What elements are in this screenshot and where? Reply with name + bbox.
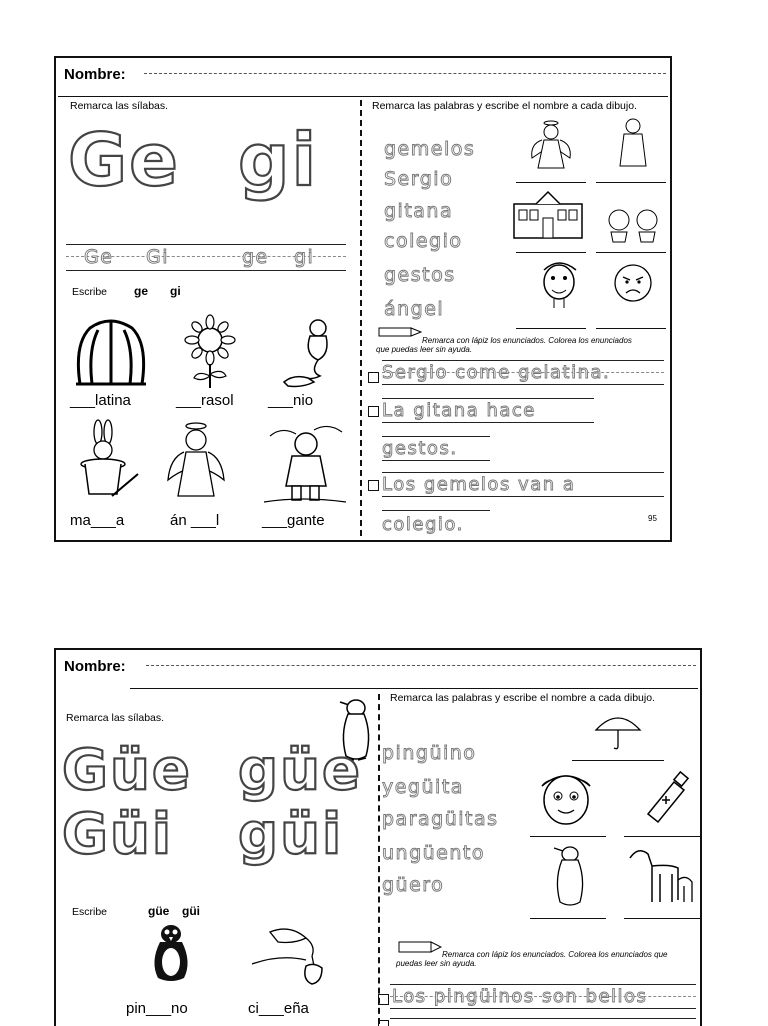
sentence-guide-top-1 — [390, 984, 696, 985]
answer-line-2[interactable] — [530, 836, 606, 837]
big-letters-gui[interactable]: güi — [238, 802, 344, 867]
trace-word-gestos[interactable]: gestos — [384, 264, 456, 286]
big-letters-Gui[interactable]: Güi — [62, 802, 174, 867]
answer-line-1[interactable] — [572, 760, 664, 761]
answer-line-6[interactable] — [596, 328, 666, 329]
answer-line-1[interactable] — [516, 182, 586, 183]
right-instruction: Remarca las palabras y escribe el nombre a cada dibujo. — [390, 692, 655, 704]
escribe-syllable-gui: güi — [182, 904, 200, 918]
worksheet-ge-gi — [54, 56, 672, 542]
sentence-checkbox-2[interactable] — [368, 406, 379, 417]
boy-face-icon — [536, 766, 596, 832]
escribe-syllable-ge: ge — [134, 284, 149, 298]
trace-word-unguento[interactable]: ungüento — [382, 842, 485, 864]
trace-sentence-2a[interactable]: La gitana hace — [382, 400, 536, 421]
magician-hat-icon — [72, 416, 142, 502]
sentence-checkbox-1[interactable] — [378, 994, 389, 1005]
word-blank-angel: án ___l — [170, 512, 220, 529]
sentence-guide-top-2 — [390, 1018, 696, 1019]
penguin-bold-icon — [148, 922, 194, 984]
sentence-guide-bottom-2b — [382, 460, 490, 461]
sentence-guide-top-2b — [382, 436, 490, 437]
trace-Ge[interactable]: Ge — [84, 246, 114, 268]
trace-word-gitana[interactable]: gitana — [384, 200, 454, 222]
answer-line-3[interactable] — [624, 836, 700, 837]
stork-icon — [250, 924, 336, 986]
big-letters-Gue[interactable]: Güe — [62, 738, 192, 803]
escribe-label: Escribe — [72, 286, 108, 298]
sentence-instruction: Remarca con lápiz los enunciados. Colorea los enunciados que puedas leer sin ayuda. — [396, 950, 668, 968]
trace-ge[interactable]: ge — [242, 246, 269, 268]
sentence-guide-top-3 — [382, 472, 664, 473]
name-label: Nombre: — [64, 658, 126, 675]
left-instruction: Remarca las sílabas. — [66, 712, 165, 724]
answer-line-4[interactable] — [530, 918, 606, 919]
answer-line-3[interactable] — [516, 252, 586, 253]
sentence-checkbox-1[interactable] — [368, 372, 379, 383]
trace-word-pinguino[interactable]: pingüino — [382, 742, 477, 764]
genie-icon — [274, 314, 344, 390]
trace-word-yeguita[interactable]: yegüita — [382, 776, 464, 798]
header-rule — [58, 96, 668, 97]
ointment-tube-icon — [638, 770, 692, 824]
sunflower-icon — [180, 314, 240, 390]
sentence-guide-bottom-1 — [390, 1008, 696, 1009]
answer-line-4[interactable] — [596, 252, 666, 253]
school-building-icon — [510, 188, 586, 242]
angel-icon — [166, 418, 226, 502]
sentence-guide-bottom-2 — [382, 422, 594, 423]
horse-foal-icon — [626, 844, 700, 906]
sentence-guide-top-1 — [382, 360, 664, 361]
trace-guide-top — [66, 244, 346, 245]
trace-sentence-1[interactable]: Sergio come gelatina. — [382, 362, 611, 383]
name-field-line[interactable] — [144, 73, 666, 74]
name-label: Nombre: — [64, 66, 126, 83]
name-field-line[interactable] — [146, 665, 696, 666]
trace-word-sergio[interactable]: Sergio — [384, 168, 454, 190]
sentence-guide-bottom-1 — [382, 384, 664, 385]
gelatin-icon — [70, 314, 152, 390]
right-instruction: Remarca las palabras y escribe el nombre a cada dibujo. — [372, 100, 637, 112]
trace-word-paraguitas[interactable]: paragüitas — [382, 808, 499, 830]
word-blank-girasol: ___rasol — [176, 392, 234, 409]
trace-Gi[interactable]: Gi — [146, 246, 170, 268]
gypsy-woman-icon — [616, 116, 650, 170]
trace-sentence-1[interactable]: Los pingüinos son bellos — [392, 986, 648, 1007]
escribe-syllable-gue: güe — [148, 904, 170, 918]
sentence-instruction: Remarca con lápiz los enunciados. Colorea los enunciados que puedas leer sin ayuda. — [376, 336, 632, 354]
big-letters-gi[interactable]: gi — [238, 118, 319, 202]
twins-icon — [604, 204, 662, 244]
column-divider — [378, 694, 380, 1024]
trace-gi[interactable]: gi — [294, 246, 315, 268]
answer-line-2[interactable] — [596, 182, 666, 183]
answer-line-5[interactable] — [516, 328, 586, 329]
left-instruction: Remarca las sílabas. — [70, 100, 169, 112]
escribe-syllable-gi: gi — [170, 284, 181, 298]
sentence-checkbox-2[interactable] — [378, 1020, 389, 1026]
page-number: 95 — [648, 514, 657, 523]
worksheet-gue-gui — [54, 648, 702, 1026]
word-blank-gigante: ___gante — [262, 512, 325, 529]
trace-word-colegio[interactable]: colegio — [384, 230, 463, 252]
word-blank-ciguena: ci___eña — [248, 1000, 309, 1017]
trace-word-angel[interactable]: ángel — [384, 298, 445, 320]
answer-line-5[interactable] — [624, 918, 700, 919]
umbrella-icon — [594, 712, 642, 752]
trace-sentence-2b[interactable]: gestos. — [382, 438, 458, 459]
escribe-label: Escribe — [72, 906, 108, 918]
word-blank-genio: ___nio — [268, 392, 314, 409]
trace-guide-bottom — [66, 270, 346, 271]
sentence-guide-bottom-3 — [382, 496, 664, 497]
big-letters-Ge[interactable]: Ge — [68, 118, 180, 202]
angel-small-icon — [528, 118, 574, 170]
sentence-guide-top-3b — [382, 510, 490, 511]
boy-face-icon — [536, 256, 582, 310]
big-letters-gue[interactable]: güe — [238, 738, 362, 803]
trace-word-guero[interactable]: güero — [382, 874, 445, 896]
header-rule — [130, 688, 698, 689]
word-blank-gelatina: ___latina — [70, 392, 131, 409]
word-blank-pinguino: pin___no — [126, 1000, 188, 1017]
giant-icon — [262, 416, 348, 506]
column-divider — [360, 100, 362, 536]
trace-sentence-3b[interactable]: colegio. — [382, 514, 464, 535]
sentence-checkbox-3[interactable] — [368, 480, 379, 491]
angry-face-icon — [612, 262, 654, 304]
penguin-small-icon — [550, 840, 590, 910]
trace-word-gemelos[interactable]: gemelos — [384, 138, 476, 160]
word-blank-magia: ma___a — [70, 512, 125, 529]
trace-sentence-3a[interactable]: Los gemelos van a — [382, 474, 576, 495]
sentence-guide-top-2 — [382, 398, 594, 399]
